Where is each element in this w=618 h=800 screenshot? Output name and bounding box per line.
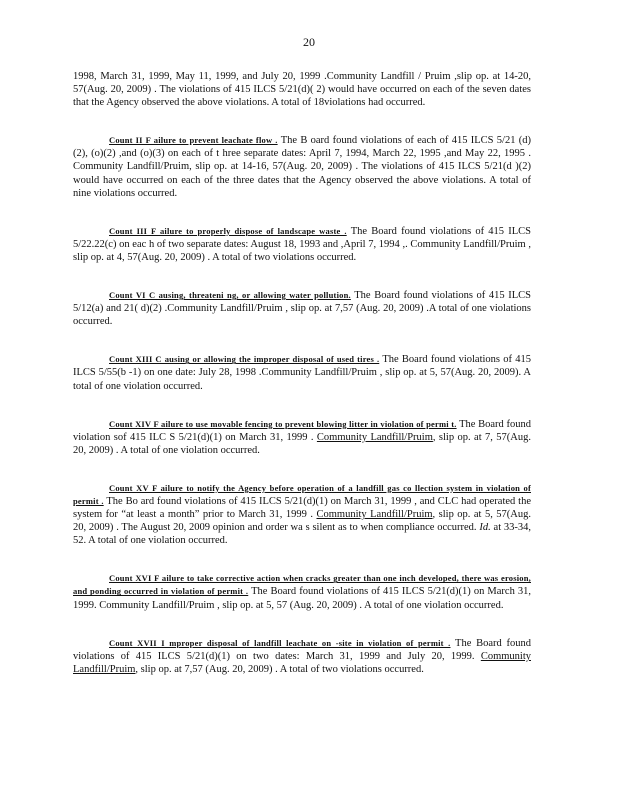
paragraph-text: , slip op. at 7,57 (Aug. 20, 2009) . A total of two violations occurred. [135,663,424,675]
count-heading: Count XIII C ausing or allowing the improper disposal of used tires . [109,354,380,365]
document-body [73,70,531,701]
count-heading: Count XVI F ailure to take corrective action when cracks greater than one inch developed, there was erosion, and ponding occurred in violation of permit . [73,573,531,597]
paragraph-text: , slip op. at 7, 57(Aug. 20, 2009) . A total of one violation occurred. [73,431,531,456]
count-heading: Count VI C ausing, threateni ng, or allowing water pollution. [109,290,351,301]
id-citation: Id. [479,522,491,534]
case-citation: Community Landfill/Pruim [316,431,433,443]
paragraph-text: The Board found violations of 415 ILCS 5/21(d)(1) on two dates: March 31, 1999 and July 20, 1999. [73,637,532,662]
paragraph-continuation [73,70,531,109]
page-number: 20 [303,35,315,49]
count-heading: Count XIV F ailure to use movable fencing to prevent blowing litter in violation of permi t. [109,418,457,429]
case-citation: Community Landfill/Pruim [316,509,433,521]
paragraph-text: The Board found violations of 415 ILCS 5/21(d)(1) on March 31, 1999. Community Landfill/Pruim , slip op. at 5, 57 (Aug. 20, 2009) . A total of one violation occurred. [73,586,531,611]
paragraph-count-xvii [73,637,531,676]
count-heading: Count XVII I mproper disposal of landfill leachate on -site in violation of permit . [109,637,451,648]
paragraph-count-xvi [73,572,531,611]
paragraph-text: , slip op. at 5, 57(Aug. 20, 2009) . The August 20, 2009 opinion and order wa s silent as to when compliance occurred. [73,509,531,534]
paragraph-text: , slip op. at 14-16, 57(Aug. 20, 2009) . The violations of 415 ILCS 5/21(d )(2) would have occurred on each of the three dates that the Agency observed the above violations. A total of nine violations occurred. [73,161,531,199]
paragraph-count-xv [73,482,531,547]
paragraph-text: at 33-34, 52. A total of one violation occurred. [73,522,532,547]
count-heading: Count II F ailure to prevent leachate flow . [109,135,278,146]
paragraph-text: 1998, March 31, 1999, May 11, 1999, and July 20, 1999 .Community Landfill / Pruim ,slip op. at 14-20, 57(Aug. 20, 2009) . The violations of 415 ILCS 5/21(d)( 2) would have occurred on each of the seven dates that the Agency observed the above violations. A total of 18violations had occurred. [73,71,531,109]
count-heading: Count XV F ailure to notify the Agency before operation of a landfill gas co llection system in violation of permit . [73,482,531,506]
paragraph-count-iii [73,225,531,264]
paragraph-count-xiv [73,418,531,457]
paragraph-text: The Bo ard found violations of 415 ILCS 5/21(d)(1) on March 31, 1999 , and CLC had operated the system for “at least a month” prior to March 31, 1999 . [73,495,532,521]
paragraph-text: The Board found violations of 415 ILCS 5/55(b -1) on one date: July 28, 1998 .Community Landfill/Pruim , slip op. at 5, 57(Aug. 20, 2009). A total of one violation occurred. [73,354,531,392]
paragraph-count-xiii [73,353,531,392]
count-heading: Count III F ailure to properly dispose of landscape waste . [109,225,347,236]
case-citation: Community Landfill/Pruim [73,161,190,173]
paragraph-text: The Board found violations of 415 ILCS 5/12(a) and 21( d)(2) .Community Landfill/Pruim , slip op. at 7,57 (Aug. 20, 2009) .A total of one violations occurred. [73,290,532,328]
paragraph-text: The B oard found violations of each of 415 ILCS 5/21 (d)(2), (o)(2) ,and (o)(3) on each of t hree separate dates: April 7, 1994, March 22, 1995 ,and May 22, 1995 . [73,135,531,160]
paragraph-text: The Board found violation sof 415 ILC S 5/21(d)(1) on March 31, 1999 . [73,418,531,443]
paragraph-count-ii [73,134,531,199]
case-citation: Community Landfill/Pruim [73,650,531,675]
paragraph-text: The Board found violations of 415 ILCS 5/22.22(c) on eac h of two separate dates: August 18, 1993 and ,April 7, 1994 ,. Community Landfill/Pruim , slip op. at 4, 57(Aug. 20, 2009) . A total of two violations occurred. [73,225,531,263]
paragraph-count-vi [73,289,531,328]
